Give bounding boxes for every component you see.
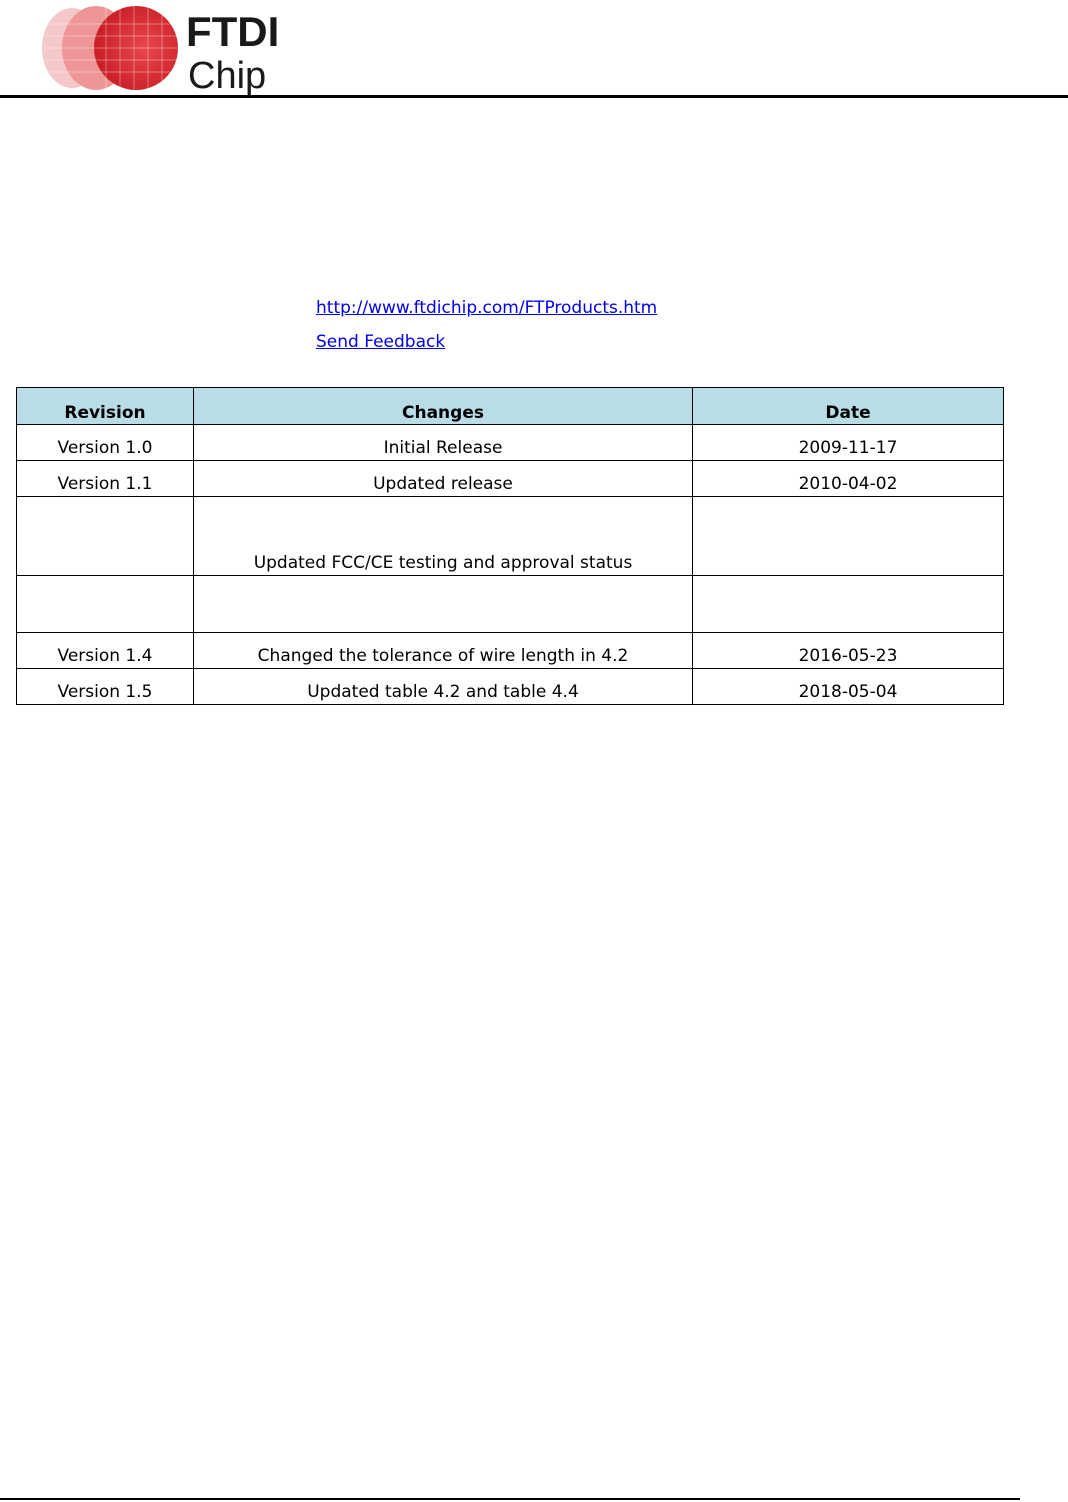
cell-changes: Updated table 4.2 and table 4.4 xyxy=(194,669,693,705)
logo-text-ftdi: FTDI xyxy=(186,8,280,55)
table-row xyxy=(17,633,1004,669)
header-divider xyxy=(0,95,1068,98)
logo-text-chip: Chip xyxy=(188,55,267,96)
contact-links xyxy=(316,296,657,364)
ftdi-logo-icon xyxy=(40,4,290,96)
header-date: Date xyxy=(693,388,1004,425)
cell-revision: Version 1.1 xyxy=(17,461,194,497)
footer-divider xyxy=(0,1498,1020,1500)
cell-revision: Version 1.5 xyxy=(17,669,194,705)
header-changes: Changes xyxy=(194,388,693,425)
table-row xyxy=(17,461,1004,497)
table-row xyxy=(17,576,1004,633)
header-revision: Revision xyxy=(17,388,194,425)
cell-date: 2018-05-04 xyxy=(693,669,1004,705)
cell-date: 2009-11-17 xyxy=(693,425,1004,461)
cell-revision xyxy=(17,576,194,633)
cell-revision: Version 1.4 xyxy=(17,633,194,669)
cell-changes: Updated release xyxy=(194,461,693,497)
cell-changes: Initial Release xyxy=(194,425,693,461)
cell-revision xyxy=(17,497,194,576)
table-row xyxy=(17,425,1004,461)
cell-date xyxy=(693,576,1004,633)
cell-revision: Version 1.0 xyxy=(17,425,194,461)
cell-date: 2016-05-23 xyxy=(693,633,1004,669)
revision-history-table xyxy=(16,387,1004,705)
cell-date xyxy=(693,497,1004,576)
cell-date: 2010-04-02 xyxy=(693,461,1004,497)
ftdi-chip-logo xyxy=(40,4,290,96)
products-link[interactable]: http://www.ftdichip.com/FTProducts.htm xyxy=(316,298,658,318)
table-row xyxy=(17,669,1004,705)
cell-changes: Changed the tolerance of wire length in 4.2 xyxy=(194,633,693,669)
send-feedback-link[interactable]: Send Feedback xyxy=(316,332,446,352)
cell-changes xyxy=(194,576,693,633)
table-header-row xyxy=(17,388,1004,425)
cell-changes: Updated FCC/CE testing and approval status xyxy=(194,497,693,576)
table-row xyxy=(17,497,1004,576)
